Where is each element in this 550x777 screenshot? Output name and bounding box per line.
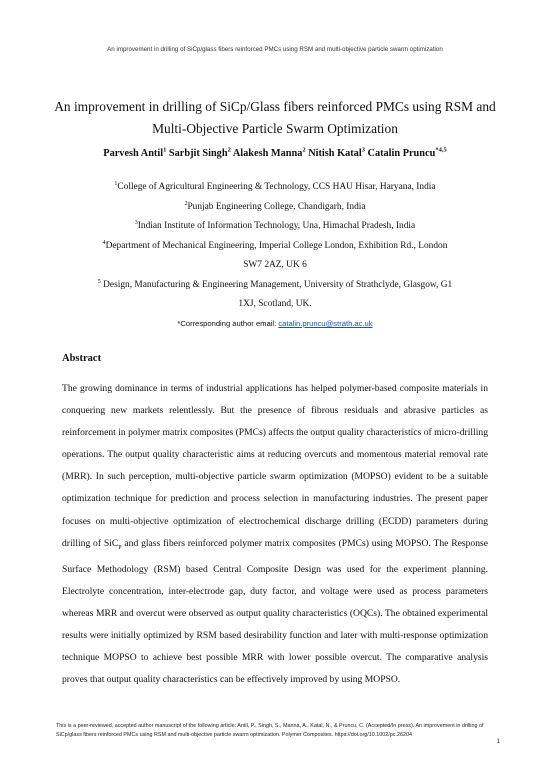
- abstract-heading: Abstract: [62, 353, 102, 364]
- author: Alakesh Manna$^2$: [232, 146, 306, 159]
- citation-footer: This is a peer-reviewed, accepted author manuscript of the following article: Antil, P., Singh, S., Manna, A., Katal, N., & Pruncu, C. (Accepted/In press). An improvement in drilling of SiCp/glass fibers reinforced PMCs using RSM and multi-objective particle swarm optimization. Polymer Composites. https://doi.org/10.1002/pc.26204: [56, 723, 484, 738]
- affiliation: $^5$ Design, Manufacturing & Engineering Management, University of Strathclyde, Glasgow, G1 1XJ, Scotland, UK.: [97, 278, 453, 309]
- author: Sarbjit Singh$^2$: [168, 146, 231, 159]
- corresponding-email-link[interactable]: catalin.pruncu@strath.ac.uk: [278, 319, 373, 328]
- author: Catalin Pruncu$^{*4,5}$: [367, 146, 447, 159]
- abstract-body: The growing dominance in terms of industrial applications has helped polymer-based composite materials in conquering new markets relentlessly. But the presence of fibrous residuals and abrasive particles as reinforcement in polymer matrix composites (PMCs) affects the output quality characteristics of micro-drilling operations. The output quality characteristic aims at reducing overcuts and momentous material removal rate (MRR). In such perception, multi-objective particle swarm optimization (MOPSO) evident to be a suitable optimization technique for prediction and process selection in manufacturing industries. The present paper focuses on multi-objective optimization of electrochemical discharge drilling (ECDD) parameters during drilling of SiC$_P$ and glass fibers reinforced polymer matrix composites (PMCs) using MOPSO. The Response Surface Methodology (RSM) based Central Composite Design was used for the experiment planning. Electrolyte concentration, inter-electrode gap, duty factor, and voltage were used as process parameters whereas MRR and overcut were observed as output quality characteristics (OQCs). The obtained experimental results were initially optimized by RSM based desirability function and later with multi-response optimization technique MOPSO to achieve best possible MRR with lower possible overcut. The comparative analysis proves that output quality characteristics can be effectively improved by using MOPSO.: [62, 383, 488, 686]
- affiliation-list: [40, 178, 510, 315]
- author: Nitish Katal$^3$: [308, 146, 365, 159]
- author-list: [30, 148, 520, 159]
- page-number: 1: [496, 739, 500, 745]
- paper-title-line-2: Multi-Objective Particle Swarm Optimization: [152, 121, 398, 136]
- paper-title-line-1: An improvement in drilling of SiCp/Glass fibers reinforced PMCs using RSM and: [54, 99, 496, 114]
- affiliation: $^1$College of Agricultural Engineering & Technology, CCS HAU Hisar, Haryana, India: [114, 180, 436, 192]
- running-header: An improvement in drilling of SiCp/glass fibers reinforced PMCs using RSM and multi-objective particle swarm optimization: [107, 46, 443, 53]
- corresponding-author: [0, 319, 550, 328]
- affiliation: $^3$Indian Institute of Information Technology, Una, Himachal Pradesh, India: [134, 219, 416, 231]
- corresponding-label: *Corresponding author email:: [177, 319, 279, 328]
- affiliation: $^4$Department of Mechanical Engineering, Imperial College London, Exhibition Rd., London SW7 2AZ, UK 6: [102, 239, 448, 270]
- author: Parvesh Antil$^1$: [103, 146, 167, 159]
- affiliation: $^2$Punjab Engineering College, Chandigarh, India: [184, 200, 366, 212]
- paper-title: [40, 96, 510, 140]
